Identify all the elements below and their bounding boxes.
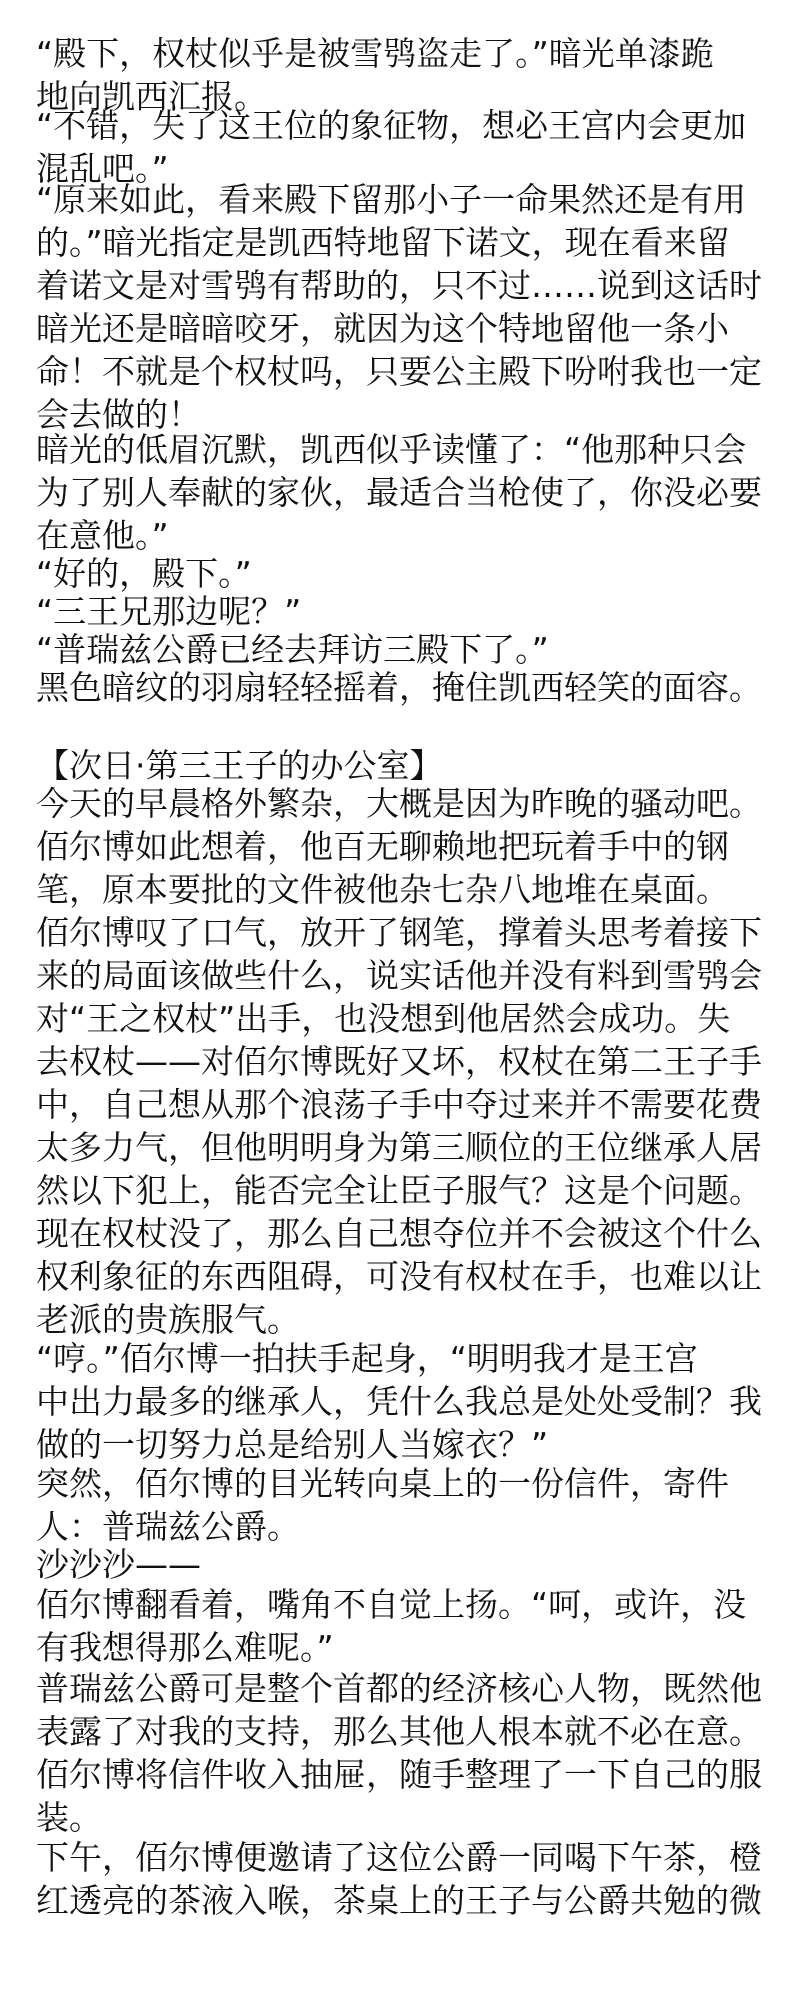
text-line: 混乱吧。” [36, 149, 169, 188]
text-line: 太多力气，但他明明身为第三顺位的王位继承人居 [36, 1128, 762, 1167]
text-line: 沙沙沙—— [36, 1545, 201, 1584]
text-line: “原来如此，看来殿下留那小子一命果然还是有用 [36, 180, 747, 219]
text-line: 地向凯西汇报。 [36, 77, 267, 116]
text-line: “好的，殿下。” [36, 554, 252, 593]
text-line: 中出力最多的继承人，凭什么我总是处处受制？我 [36, 1382, 762, 1421]
text-line: 下午，佰尔博便邀请了这位公爵一同喝下午茶，橙 [36, 1838, 762, 1877]
text-line: 笔，原本要批的文件被他杂七杂八地堆在桌面。 [36, 870, 729, 909]
text-line: 来的局面该做些什么，说实话他并没有料到雪鸮会 [36, 956, 762, 995]
text-line: 红透亮的茶液入喉，茶桌上的王子与公爵共勉的微 [36, 1881, 762, 1920]
text-line: 会去做的！ [36, 395, 201, 434]
text-line: 着诺文是对雪鸮有帮助的，只不过……说到这话时 [36, 266, 762, 305]
text-line: 今天的早晨格外繁杂，大概是因为昨晚的骚动吧。 [36, 784, 762, 823]
text-line: 老派的贵族服气。 [36, 1300, 300, 1339]
text-line: 黑色暗纹的羽扇轻轻摇着，掩住凯西轻笑的面容。 [36, 668, 762, 707]
text-line: “殿下，权杖似乎是被雪鸮盗走了。”暗光单漆跪 [36, 34, 714, 73]
text-line: 去权杖——对佰尔博既好又坏，权杖在第二王子手 [36, 1042, 762, 1081]
text-line: 然以下犯上，能否完全让臣子服气？这是个问题。 [36, 1171, 762, 1210]
text-line: 现在权杖没了，那么自己想夺位并不会被这个什么 [36, 1214, 762, 1253]
text-line: 有我想得那么难呢。” [36, 1628, 334, 1667]
section-heading: 【次日·第三王子的办公室】 [36, 746, 443, 785]
text-line: 的。”暗光指定是凯西特地留下诺文，现在看来留 [36, 223, 730, 262]
text-line: 突然，佰尔博的目光转向桌上的一份信件，寄件 [36, 1464, 729, 1503]
text-line: 在意他。” [36, 516, 169, 555]
text-line: “不错，失了这王位的象征物，想必王宫内会更加 [36, 106, 747, 145]
text-line: 做的一切努力总是给别人当嫁衣？” [36, 1425, 549, 1464]
text-line: 普瑞兹公爵可是整个首都的经济核心人物，既然他 [36, 1669, 762, 1708]
text-line: 为了别人奉献的家伙，最适合当枪使了，你没必要 [36, 473, 762, 512]
text-line: 佰尔博如此想着，他百无聊赖地把玩着手中的钢 [36, 827, 729, 866]
text-line: 对“王之权杖”出手，也没想到他居然会成功。失 [36, 999, 731, 1038]
text-line: 表露了对我的支持，那么其他人根本就不必在意。 [36, 1712, 762, 1751]
text-line: 权利象征的东西阻碍，可没有权杖在手，也难以让 [36, 1257, 762, 1296]
text-line: 佰尔博将信件收入抽屉，随手整理了一下自己的服 [36, 1755, 762, 1794]
text-line: “普瑞兹公爵已经去拜访三殿下了。” [36, 630, 549, 669]
text-line: 暗光的低眉沉默，凯西似乎读懂了：“他那种只会 [36, 430, 747, 469]
text-line: 中，自己想从那个浪荡子手中夺过来并不需要花费 [36, 1085, 762, 1124]
text-line: 装。 [36, 1798, 102, 1837]
text-line: “三王兄那边呢？” [36, 592, 302, 631]
text-line: 暗光还是暗暗咬牙，就因为这个特地留他一条小 [36, 309, 729, 348]
text-line: “哼。”佰尔博一拍扶手起身，“明明我才是王宫 [36, 1339, 698, 1378]
text-line: 佰尔博翻看着，嘴角不自觉上扬。“呵，或许，没 [36, 1585, 747, 1624]
text-line: 佰尔博叹了口气，放开了钢笔，撑着头思考着接下 [36, 913, 762, 952]
text-line: 命！不就是个权杖吗，只要公主殿下吩咐我也一定 [36, 352, 762, 391]
text-line: 人：普瑞兹公爵。 [36, 1507, 300, 1546]
